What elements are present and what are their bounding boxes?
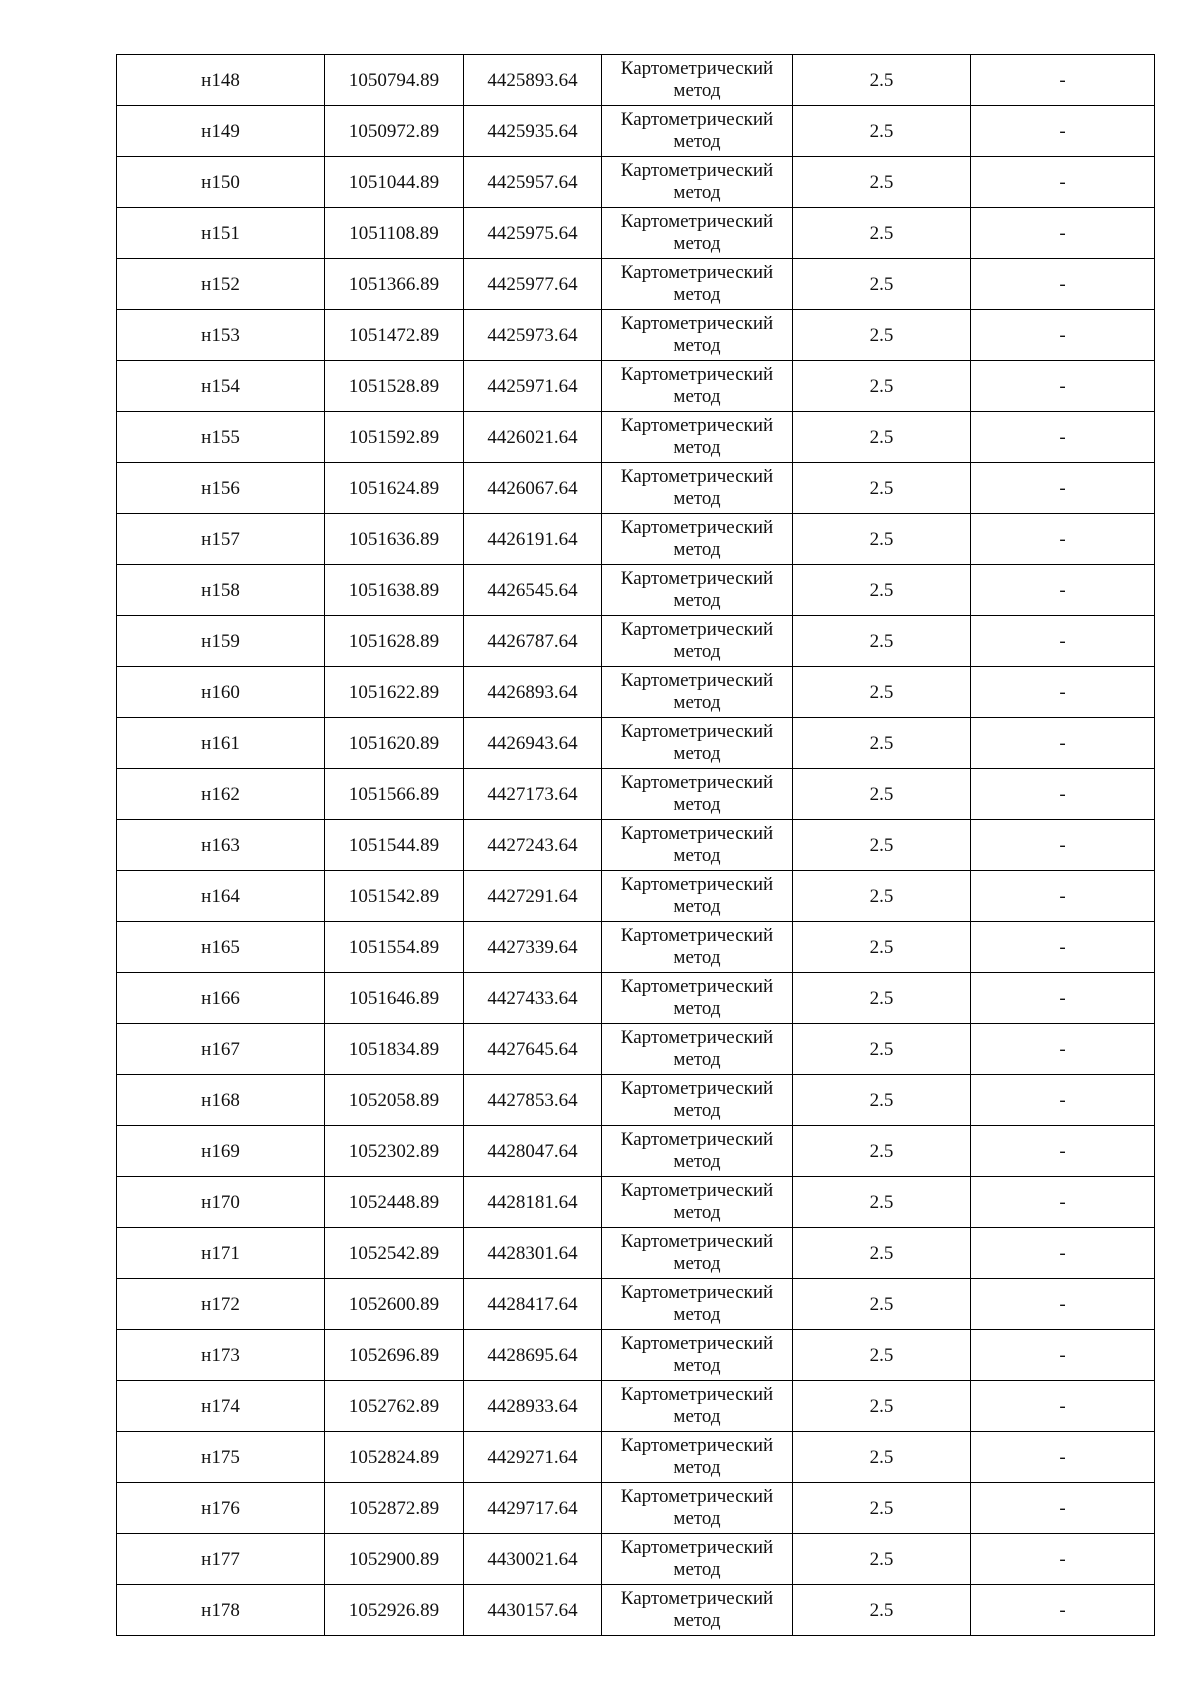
method-line-1: Картометрический <box>620 1129 774 1150</box>
x-coordinate-cell: 1051108.89 <box>325 208 464 259</box>
note-cell: - <box>971 259 1155 310</box>
accuracy-cell: 2.5 <box>793 1126 971 1177</box>
method-line-2: метод <box>673 641 721 662</box>
method-cell <box>602 106 793 157</box>
method-cell <box>602 412 793 463</box>
method-line-2: метод <box>673 488 721 509</box>
note-cell: - <box>971 1534 1155 1585</box>
accuracy-cell: 2.5 <box>793 463 971 514</box>
point-name-cell: н152 <box>117 259 325 310</box>
accuracy-cell: 2.5 <box>793 769 971 820</box>
x-coordinate-cell: 1052058.89 <box>325 1075 464 1126</box>
method-cell <box>602 514 793 565</box>
method-line-1: Картометрический <box>620 568 774 589</box>
method-line-2: метод <box>673 1355 721 1376</box>
note-cell: - <box>971 871 1155 922</box>
table-row <box>117 208 1155 259</box>
note-cell: - <box>971 157 1155 208</box>
method-line-1: Картометрический <box>620 1078 774 1099</box>
point-name-cell: н167 <box>117 1024 325 1075</box>
accuracy-cell: 2.5 <box>793 922 971 973</box>
method-line-1: Картометрический <box>620 874 774 895</box>
x-coordinate-cell: 1051592.89 <box>325 412 464 463</box>
note-cell: - <box>971 769 1155 820</box>
note-cell: - <box>971 412 1155 463</box>
method-cell <box>602 1585 793 1636</box>
y-coordinate-cell: 4426067.64 <box>464 463 602 514</box>
table-row <box>117 259 1155 310</box>
method-cell <box>602 1330 793 1381</box>
x-coordinate-cell: 1051566.89 <box>325 769 464 820</box>
coordinates-table-body <box>117 55 1155 1636</box>
point-name-cell: н173 <box>117 1330 325 1381</box>
method-line-2: метод <box>673 1406 721 1427</box>
note-cell: - <box>971 1228 1155 1279</box>
y-coordinate-cell: 4428301.64 <box>464 1228 602 1279</box>
accuracy-cell: 2.5 <box>793 1228 971 1279</box>
y-coordinate-cell: 4428417.64 <box>464 1279 602 1330</box>
point-name-cell: н174 <box>117 1381 325 1432</box>
point-name-cell: н175 <box>117 1432 325 1483</box>
point-name-cell: н177 <box>117 1534 325 1585</box>
point-name-cell: н148 <box>117 55 325 106</box>
method-cell <box>602 1534 793 1585</box>
method-line-2: метод <box>673 335 721 356</box>
table-row <box>117 1279 1155 1330</box>
method-cell <box>602 1075 793 1126</box>
accuracy-cell: 2.5 <box>793 1534 971 1585</box>
point-name-cell: н151 <box>117 208 325 259</box>
method-cell <box>602 55 793 106</box>
y-coordinate-cell: 4426191.64 <box>464 514 602 565</box>
y-coordinate-cell: 4425971.64 <box>464 361 602 412</box>
point-name-cell: н169 <box>117 1126 325 1177</box>
y-coordinate-cell: 4426893.64 <box>464 667 602 718</box>
y-coordinate-cell: 4426943.64 <box>464 718 602 769</box>
method-cell <box>602 973 793 1024</box>
method-line-2: метод <box>673 539 721 560</box>
y-coordinate-cell: 4429271.64 <box>464 1432 602 1483</box>
accuracy-cell: 2.5 <box>793 667 971 718</box>
table-row <box>117 514 1155 565</box>
table-row <box>117 1228 1155 1279</box>
method-line-2: метод <box>673 794 721 815</box>
x-coordinate-cell: 1052448.89 <box>325 1177 464 1228</box>
accuracy-cell: 2.5 <box>793 565 971 616</box>
method-cell <box>602 463 793 514</box>
method-line-1: Картометрический <box>620 1027 774 1048</box>
point-name-cell: н155 <box>117 412 325 463</box>
method-line-2: метод <box>673 1610 721 1631</box>
point-name-cell: н168 <box>117 1075 325 1126</box>
note-cell: - <box>971 514 1155 565</box>
x-coordinate-cell: 1052762.89 <box>325 1381 464 1432</box>
method-line-2: метод <box>673 1508 721 1529</box>
note-cell: - <box>971 565 1155 616</box>
method-line-1: Картометрический <box>620 1486 774 1507</box>
x-coordinate-cell: 1051542.89 <box>325 871 464 922</box>
method-line-1: Картометрический <box>620 823 774 844</box>
point-name-cell: н163 <box>117 820 325 871</box>
table-row <box>117 973 1155 1024</box>
table-row <box>117 157 1155 208</box>
note-cell: - <box>971 1024 1155 1075</box>
note-cell: - <box>971 973 1155 1024</box>
method-cell <box>602 259 793 310</box>
method-line-1: Картометрический <box>620 1384 774 1405</box>
y-coordinate-cell: 4425977.64 <box>464 259 602 310</box>
y-coordinate-cell: 4426021.64 <box>464 412 602 463</box>
method-cell <box>602 1279 793 1330</box>
point-name-cell: н171 <box>117 1228 325 1279</box>
y-coordinate-cell: 4429717.64 <box>464 1483 602 1534</box>
y-coordinate-cell: 4427339.64 <box>464 922 602 973</box>
x-coordinate-cell: 1051624.89 <box>325 463 464 514</box>
point-name-cell: н172 <box>117 1279 325 1330</box>
x-coordinate-cell: 1052824.89 <box>325 1432 464 1483</box>
accuracy-cell: 2.5 <box>793 106 971 157</box>
y-coordinate-cell: 4425935.64 <box>464 106 602 157</box>
method-cell <box>602 310 793 361</box>
table-row <box>117 1177 1155 1228</box>
x-coordinate-cell: 1051554.89 <box>325 922 464 973</box>
note-cell: - <box>971 667 1155 718</box>
accuracy-cell: 2.5 <box>793 1075 971 1126</box>
note-cell: - <box>971 463 1155 514</box>
accuracy-cell: 2.5 <box>793 310 971 361</box>
x-coordinate-cell: 1052302.89 <box>325 1126 464 1177</box>
y-coordinate-cell: 4428047.64 <box>464 1126 602 1177</box>
method-line-1: Картометрический <box>620 364 774 385</box>
point-name-cell: н170 <box>117 1177 325 1228</box>
method-line-1: Картометрический <box>620 670 774 691</box>
accuracy-cell: 2.5 <box>793 1432 971 1483</box>
x-coordinate-cell: 1052696.89 <box>325 1330 464 1381</box>
table-row <box>117 1330 1155 1381</box>
method-line-1: Картометрический <box>620 1333 774 1354</box>
method-cell <box>602 769 793 820</box>
method-line-2: метод <box>673 896 721 917</box>
accuracy-cell: 2.5 <box>793 871 971 922</box>
point-name-cell: н157 <box>117 514 325 565</box>
method-line-2: метод <box>673 131 721 152</box>
method-line-2: метод <box>673 386 721 407</box>
method-line-2: метод <box>673 80 721 101</box>
x-coordinate-cell: 1051636.89 <box>325 514 464 565</box>
method-cell <box>602 1381 793 1432</box>
y-coordinate-cell: 4427645.64 <box>464 1024 602 1075</box>
y-coordinate-cell: 4426545.64 <box>464 565 602 616</box>
method-line-1: Картометрический <box>620 1588 774 1609</box>
method-line-2: метод <box>673 1100 721 1121</box>
table-row <box>117 565 1155 616</box>
note-cell: - <box>971 1279 1155 1330</box>
method-line-2: метод <box>673 743 721 764</box>
x-coordinate-cell: 1051620.89 <box>325 718 464 769</box>
method-cell <box>602 667 793 718</box>
accuracy-cell: 2.5 <box>793 616 971 667</box>
table-row <box>117 820 1155 871</box>
accuracy-cell: 2.5 <box>793 1381 971 1432</box>
method-line-1: Картометрический <box>620 1180 774 1201</box>
method-cell <box>602 1177 793 1228</box>
accuracy-cell: 2.5 <box>793 514 971 565</box>
x-coordinate-cell: 1052600.89 <box>325 1279 464 1330</box>
method-line-2: метод <box>673 1559 721 1580</box>
method-line-1: Картометрический <box>620 1282 774 1303</box>
method-line-1: Картометрический <box>620 772 774 793</box>
table-row <box>117 769 1155 820</box>
note-cell: - <box>971 1177 1155 1228</box>
note-cell: - <box>971 1075 1155 1126</box>
method-line-1: Картометрический <box>620 415 774 436</box>
x-coordinate-cell: 1052872.89 <box>325 1483 464 1534</box>
note-cell: - <box>971 718 1155 769</box>
point-name-cell: н153 <box>117 310 325 361</box>
note-cell: - <box>971 922 1155 973</box>
note-cell: - <box>971 820 1155 871</box>
method-line-1: Картометрический <box>620 1537 774 1558</box>
method-line-1: Картометрический <box>620 58 774 79</box>
method-line-1: Картометрический <box>620 1435 774 1456</box>
method-line-2: метод <box>673 1049 721 1070</box>
accuracy-cell: 2.5 <box>793 1585 971 1636</box>
x-coordinate-cell: 1052542.89 <box>325 1228 464 1279</box>
accuracy-cell: 2.5 <box>793 718 971 769</box>
table-row <box>117 616 1155 667</box>
accuracy-cell: 2.5 <box>793 973 971 1024</box>
table-row <box>117 1126 1155 1177</box>
method-line-1: Картометрический <box>620 1231 774 1252</box>
x-coordinate-cell: 1051646.89 <box>325 973 464 1024</box>
method-line-1: Картометрический <box>620 262 774 283</box>
accuracy-cell: 2.5 <box>793 1177 971 1228</box>
x-coordinate-cell: 1050794.89 <box>325 55 464 106</box>
x-coordinate-cell: 1051834.89 <box>325 1024 464 1075</box>
x-coordinate-cell: 1051638.89 <box>325 565 464 616</box>
accuracy-cell: 2.5 <box>793 820 971 871</box>
method-cell <box>602 820 793 871</box>
method-cell <box>602 157 793 208</box>
method-line-1: Картометрический <box>620 466 774 487</box>
note-cell: - <box>971 1126 1155 1177</box>
x-coordinate-cell: 1051472.89 <box>325 310 464 361</box>
x-coordinate-cell: 1051622.89 <box>325 667 464 718</box>
point-name-cell: н164 <box>117 871 325 922</box>
method-cell <box>602 1483 793 1534</box>
method-line-2: метод <box>673 437 721 458</box>
table-row <box>117 1381 1155 1432</box>
x-coordinate-cell: 1052900.89 <box>325 1534 464 1585</box>
table-row <box>117 463 1155 514</box>
point-name-cell: н162 <box>117 769 325 820</box>
y-coordinate-cell: 4427433.64 <box>464 973 602 1024</box>
method-cell <box>602 1432 793 1483</box>
point-name-cell: н149 <box>117 106 325 157</box>
accuracy-cell: 2.5 <box>793 412 971 463</box>
table-row <box>117 1483 1155 1534</box>
x-coordinate-cell: 1050972.89 <box>325 106 464 157</box>
y-coordinate-cell: 4428933.64 <box>464 1381 602 1432</box>
method-line-1: Картометрический <box>620 721 774 742</box>
method-cell <box>602 361 793 412</box>
method-cell <box>602 1126 793 1177</box>
table-row <box>117 1075 1155 1126</box>
table-row <box>117 412 1155 463</box>
point-name-cell: н156 <box>117 463 325 514</box>
point-name-cell: н150 <box>117 157 325 208</box>
accuracy-cell: 2.5 <box>793 259 971 310</box>
point-name-cell: н158 <box>117 565 325 616</box>
table-row <box>117 667 1155 718</box>
y-coordinate-cell: 4430021.64 <box>464 1534 602 1585</box>
y-coordinate-cell: 4425957.64 <box>464 157 602 208</box>
x-coordinate-cell: 1051544.89 <box>325 820 464 871</box>
method-line-2: метод <box>673 1253 721 1274</box>
note-cell: - <box>971 208 1155 259</box>
accuracy-cell: 2.5 <box>793 1330 971 1381</box>
table-row <box>117 1534 1155 1585</box>
y-coordinate-cell: 4427243.64 <box>464 820 602 871</box>
method-line-2: метод <box>673 182 721 203</box>
method-line-2: метод <box>673 1457 721 1478</box>
table-row <box>117 922 1155 973</box>
method-cell <box>602 1024 793 1075</box>
y-coordinate-cell: 4425975.64 <box>464 208 602 259</box>
accuracy-cell: 2.5 <box>793 1024 971 1075</box>
note-cell: - <box>971 1381 1155 1432</box>
y-coordinate-cell: 4428695.64 <box>464 1330 602 1381</box>
method-line-1: Картометрический <box>620 160 774 181</box>
method-line-2: метод <box>673 1304 721 1325</box>
method-line-2: метод <box>673 233 721 254</box>
method-line-1: Картометрический <box>620 313 774 334</box>
point-name-cell: н166 <box>117 973 325 1024</box>
method-line-2: метод <box>673 692 721 713</box>
method-line-2: метод <box>673 1151 721 1172</box>
table-row <box>117 310 1155 361</box>
note-cell: - <box>971 1585 1155 1636</box>
y-coordinate-cell: 4427173.64 <box>464 769 602 820</box>
method-cell <box>602 616 793 667</box>
method-line-1: Картометрический <box>620 517 774 538</box>
accuracy-cell: 2.5 <box>793 1279 971 1330</box>
method-cell <box>602 565 793 616</box>
point-name-cell: н154 <box>117 361 325 412</box>
method-line-2: метод <box>673 1202 721 1223</box>
y-coordinate-cell: 4428181.64 <box>464 1177 602 1228</box>
table-row <box>117 1024 1155 1075</box>
y-coordinate-cell: 4426787.64 <box>464 616 602 667</box>
y-coordinate-cell: 4427291.64 <box>464 871 602 922</box>
note-cell: - <box>971 1330 1155 1381</box>
method-line-1: Картометрический <box>620 976 774 997</box>
note-cell: - <box>971 616 1155 667</box>
point-name-cell: н178 <box>117 1585 325 1636</box>
method-line-1: Картометрический <box>620 619 774 640</box>
x-coordinate-cell: 1052926.89 <box>325 1585 464 1636</box>
method-line-2: метод <box>673 284 721 305</box>
y-coordinate-cell: 4427853.64 <box>464 1075 602 1126</box>
accuracy-cell: 2.5 <box>793 157 971 208</box>
y-coordinate-cell: 4430157.64 <box>464 1585 602 1636</box>
note-cell: - <box>971 1432 1155 1483</box>
method-cell <box>602 208 793 259</box>
table-row <box>117 718 1155 769</box>
x-coordinate-cell: 1051366.89 <box>325 259 464 310</box>
y-coordinate-cell: 4425893.64 <box>464 55 602 106</box>
accuracy-cell: 2.5 <box>793 55 971 106</box>
x-coordinate-cell: 1051528.89 <box>325 361 464 412</box>
point-name-cell: н165 <box>117 922 325 973</box>
x-coordinate-cell: 1051628.89 <box>325 616 464 667</box>
note-cell: - <box>971 55 1155 106</box>
point-name-cell: н159 <box>117 616 325 667</box>
method-cell <box>602 718 793 769</box>
table-row <box>117 1432 1155 1483</box>
point-name-cell: н161 <box>117 718 325 769</box>
x-coordinate-cell: 1051044.89 <box>325 157 464 208</box>
table-row <box>117 871 1155 922</box>
method-line-1: Картометрический <box>620 925 774 946</box>
note-cell: - <box>971 1483 1155 1534</box>
method-cell <box>602 1228 793 1279</box>
accuracy-cell: 2.5 <box>793 361 971 412</box>
note-cell: - <box>971 310 1155 361</box>
method-line-2: метод <box>673 590 721 611</box>
table-row <box>117 361 1155 412</box>
method-line-1: Картометрический <box>620 109 774 130</box>
table-row <box>117 1585 1155 1636</box>
method-line-2: метод <box>673 947 721 968</box>
point-name-cell: н160 <box>117 667 325 718</box>
accuracy-cell: 2.5 <box>793 1483 971 1534</box>
method-line-2: метод <box>673 845 721 866</box>
note-cell: - <box>971 361 1155 412</box>
accuracy-cell: 2.5 <box>793 208 971 259</box>
method-line-2: метод <box>673 998 721 1019</box>
coordinates-table <box>116 54 1155 1636</box>
method-cell <box>602 922 793 973</box>
method-line-1: Картометрический <box>620 211 774 232</box>
y-coordinate-cell: 4425973.64 <box>464 310 602 361</box>
method-cell <box>602 871 793 922</box>
point-name-cell: н176 <box>117 1483 325 1534</box>
table-row <box>117 106 1155 157</box>
note-cell: - <box>971 106 1155 157</box>
table-row <box>117 55 1155 106</box>
